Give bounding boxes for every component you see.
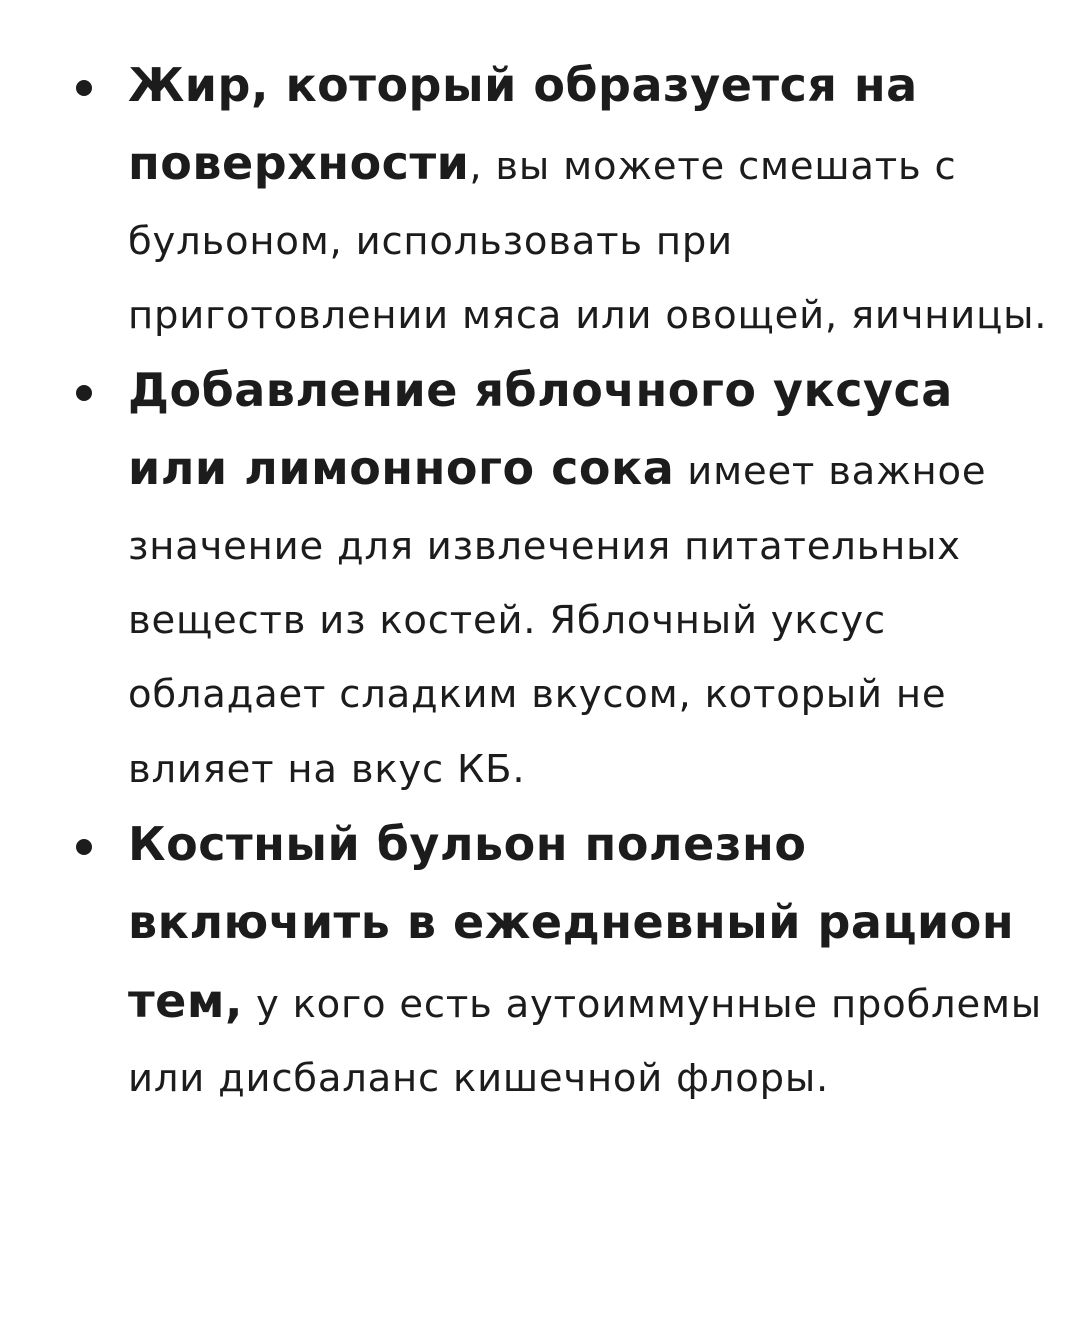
list-item-vinegar	[0, 353, 1080, 807]
bullet-bold-text: Костный бульон полезно включить в ежедневный рацион тем,	[128, 816, 1015, 1028]
bullet-icon	[76, 385, 92, 401]
list-item-broth	[0, 807, 1080, 1116]
bullet-bold-text: Жир, который образуется на поверхности	[128, 58, 918, 191]
bullet-text: у кого есть аутоиммунные проблемы или дисбаланс кишечной флоры.	[128, 981, 1042, 1101]
bullet-text: , вы можете смешать с бульоном, использовать при приготовлении мяса или овощей, яичницы.	[128, 144, 1048, 338]
bullet-icon	[76, 80, 92, 96]
list-item-fat	[0, 48, 1080, 353]
bullet-text: имеет важное значение для извлечения питательных веществ из костей. Яблочный уксус обладает сладким вкусом, который не влияет на вкус КБ.	[128, 449, 987, 792]
bullet-icon	[76, 839, 92, 855]
bullet-list	[0, 48, 1080, 1116]
bullet-bold-text: Добавление яблочного уксуса или лимонного сока	[128, 363, 953, 496]
